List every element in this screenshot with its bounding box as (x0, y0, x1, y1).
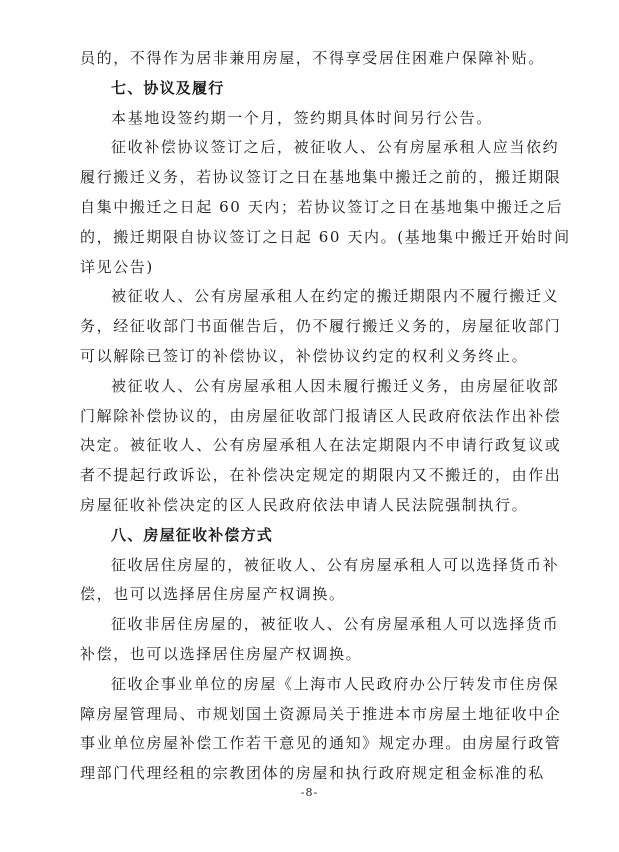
paragraph-line: 事业单位房屋补偿工作若干意见的通知》规定办理。由房屋行政管 (80, 734, 562, 753)
paragraph-line: 偿，也可以选择居住房屋产权调换。 (80, 585, 346, 604)
paragraph-line: 被征收人、公有房屋承租人因未履行搬迁义务，由房屋征收部 (111, 376, 560, 395)
section-heading-7: 七、协议及履行 (111, 78, 225, 97)
document-page (80, 44, 571, 789)
paragraph-line: 的，搬迁期限自协议签订之日起 60 天内。(基地集中搬迁开始时间 (80, 227, 571, 246)
page-number: -8- (300, 786, 319, 799)
paragraph-line: 员的，不得作为居非兼用房屋，不得享受居住困难户保障补贴。 (80, 49, 545, 67)
section-heading-8: 八、房屋征收补偿方式 (111, 525, 274, 544)
paragraph-line: 被征收人、公有房屋承租人在约定的搬迁期限内不履行搬迁义 (111, 287, 560, 306)
paragraph-line: 征收居住房屋的，被征收人、公有房屋承租人可以选择货币补 (111, 555, 560, 574)
paragraph-line: 障房屋管理局、市规划国土资源局关于推进本市房屋土地征收中企 (80, 704, 562, 723)
paragraph-line: 征收补偿协议签订之后，被征收人、公有房屋承租人应当依约 (111, 138, 560, 157)
paragraph-line: 履行搬迁义务，若协议签订之日在基地集中搬迁之前的，搬迁期限 (80, 168, 562, 187)
paragraph-line: 可以解除已签订的补偿协议，补偿协议约定的权利义务终止。 (80, 346, 529, 365)
paragraph-line: 决定。被征收人、公有房屋承租人在法定期限内不申请行政复议或 (80, 436, 562, 455)
paragraph-line: 房屋征收补偿决定的区人民政府依法申请人民法院强制执行。 (80, 495, 529, 514)
paragraph-line: 务，经征收部门书面催告后，仍不履行搬迁义务的，房屋征收部门 (80, 317, 562, 336)
paragraph-line: 征收企事业单位的房屋《上海市人民政府办公厅转发市住房保 (111, 674, 560, 693)
paragraph-line: 门解除补偿协议的，由房屋征收部门报请区人民政府依法作出补偿 (80, 406, 562, 425)
paragraph-line: 本基地设签约期一个月，签约期具体时间另行公告。 (111, 108, 493, 127)
paragraph-line: 自集中搬迁之日起 60 天内；若协议签订之日在基地集中搬迁之后 (80, 197, 564, 216)
paragraph-line: 补偿，也可以选择居住房屋产权调换。 (80, 644, 363, 663)
paragraph-line: 征收非居住房屋的，被征收人、公有房屋承租人可以选择货币 (111, 615, 560, 634)
paragraph-line: 理部门代理经租的宗教团体的房屋和执行政府规定租金标准的私 (80, 764, 545, 783)
paragraph-line: 者不提起行政诉讼，在补偿决定规定的期限内又不搬迁的，由作出 (80, 466, 562, 485)
paragraph-line: 详见公告) (80, 257, 154, 276)
